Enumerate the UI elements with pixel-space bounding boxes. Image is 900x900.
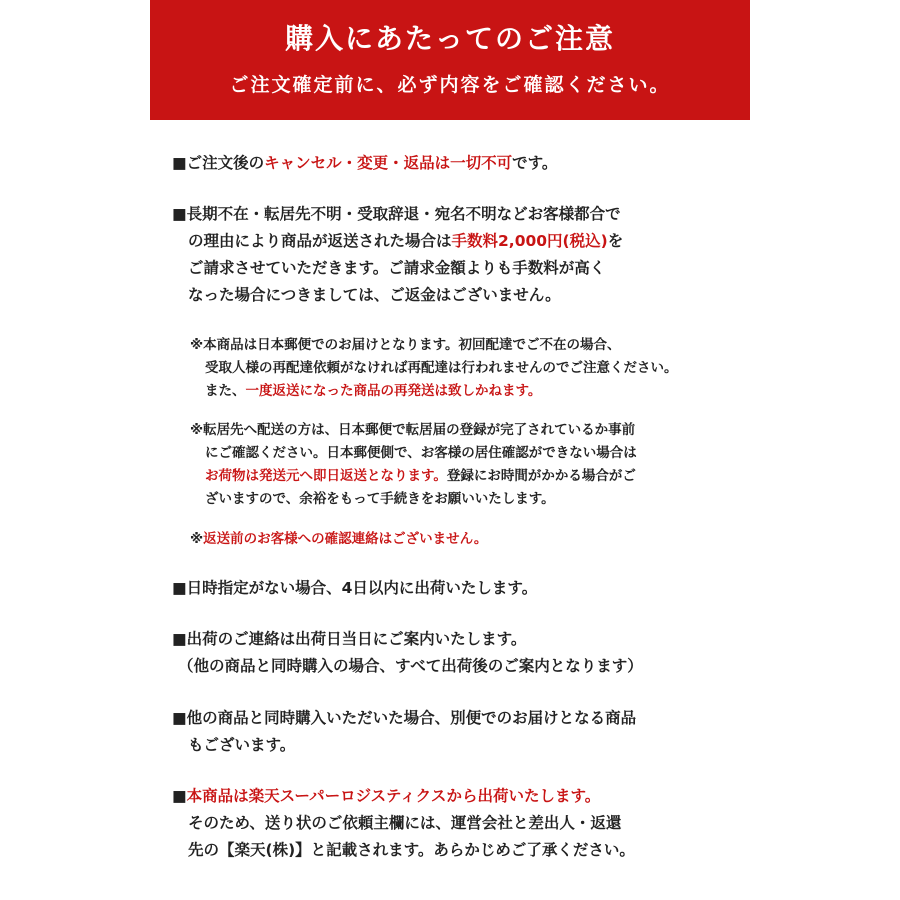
notice-text: 先の【楽天(株)】と記載されます。あらかじめご了承ください。 (188, 841, 635, 859)
notice-line-s2-l2 (205, 443, 637, 463)
notice-text: ■日時指定がない場合、4日以内に出荷いたします。 (172, 579, 538, 597)
notice-text: なった場合につきましては、ご返金はございません。 (188, 286, 561, 304)
notice-line-n6-l3 (188, 839, 635, 861)
highlight-text: 手数料2,000円(税込) (451, 232, 608, 250)
notice-text: です。 (512, 154, 558, 172)
notice-text: の理由により商品が返送された場合は (188, 232, 452, 250)
notice-line-n6-l2 (188, 812, 621, 834)
notice-header (150, 0, 750, 120)
notice-text: また、 (205, 383, 246, 399)
highlight-text: お荷物は発送元へ即日返送となります。 (205, 468, 447, 484)
notice-line-s2-l3 (205, 466, 636, 486)
notice-line-n2-l3 (188, 257, 605, 279)
notice-text: ■他の商品と同時購入いただいた場合、別便でのお届けとなる商品 (172, 709, 637, 727)
notice-text: もございます。 (188, 736, 296, 754)
notice-line-s1-l2 (205, 358, 678, 378)
notice-line-s1-l3 (205, 381, 541, 401)
notice-text: 登録にお時間がかかる場合がご (446, 468, 636, 484)
notice-text: （他の商品と同時購入の場合、すべて出荷後のご案内となります） (178, 657, 643, 675)
notice-line-s3-l1 (190, 529, 487, 549)
notice-text: そのため、送り状のご依頼主欄には、運営会社と差出人・返還 (188, 814, 622, 832)
notice-line-n4-l1 (172, 628, 526, 650)
highlight-text: キャンセル・変更・返品は一切不可 (264, 154, 513, 172)
notice-text: 受取人様の再配達依頼がなければ再配達は行われませんのでご注意ください。 (205, 360, 678, 376)
notice-line-n2-l2 (188, 230, 623, 252)
notice-text: ご請求させていただきます。ご請求金額よりも手数料が高く (188, 259, 606, 277)
highlight-text: 返送前のお客様への確認連絡はございません。 (203, 531, 488, 547)
notice-text: ※本商品は日本郵便でのお届けとなります。初回配達でご不在の場合、 (190, 337, 621, 353)
notice-text: を (607, 232, 624, 250)
notice-line-n3-l1 (172, 577, 537, 599)
notice-line-n6-l1 (172, 785, 600, 807)
notice-text: ■ご注文後の (172, 154, 265, 172)
notice-line-n4-l2 (178, 655, 643, 677)
highlight-text: 一度返送になった商品の再発送は致しかねます。 (245, 383, 542, 399)
notice-line-n2-l4 (188, 284, 561, 306)
notice-line-n5-l1 (172, 707, 636, 729)
notice-text: ■長期不在・転居先不明・受取辞退・宛名不明などお客様都合で (172, 205, 621, 223)
notice-title: 購入にあたってのご注意 (284, 22, 615, 55)
notice-line-n1-l1 (172, 152, 557, 174)
notice-text: ※転居先へ配送の方は、日本郵便で転居届の登録が完了されているか事前 (190, 422, 636, 438)
notice-line-n5-l2 (188, 734, 295, 756)
notice-line-s2-l4 (205, 489, 555, 509)
notice-text: ■ (172, 787, 187, 805)
notice-line-s1-l1 (190, 335, 621, 355)
notice-text: にご確認ください。日本郵便側で、お客様の居住確認ができない場合は (205, 445, 637, 461)
highlight-text: ※ (190, 531, 204, 547)
highlight-text: 本商品は楽天スーパーロジスティクスから出荷いたします。 (186, 787, 601, 805)
notice-line-n2-l1 (172, 203, 621, 225)
notice-text: ■出荷のご連絡は出荷日当日にご案内いたします。 (172, 630, 527, 648)
notice-subtitle: ご注文確定前に、必ず内容をご確認ください。 (229, 74, 671, 96)
notice-text: ざいますので、余裕をもって手続きをお願いいたします。 (205, 491, 555, 507)
notice-line-s2-l1 (190, 420, 635, 440)
